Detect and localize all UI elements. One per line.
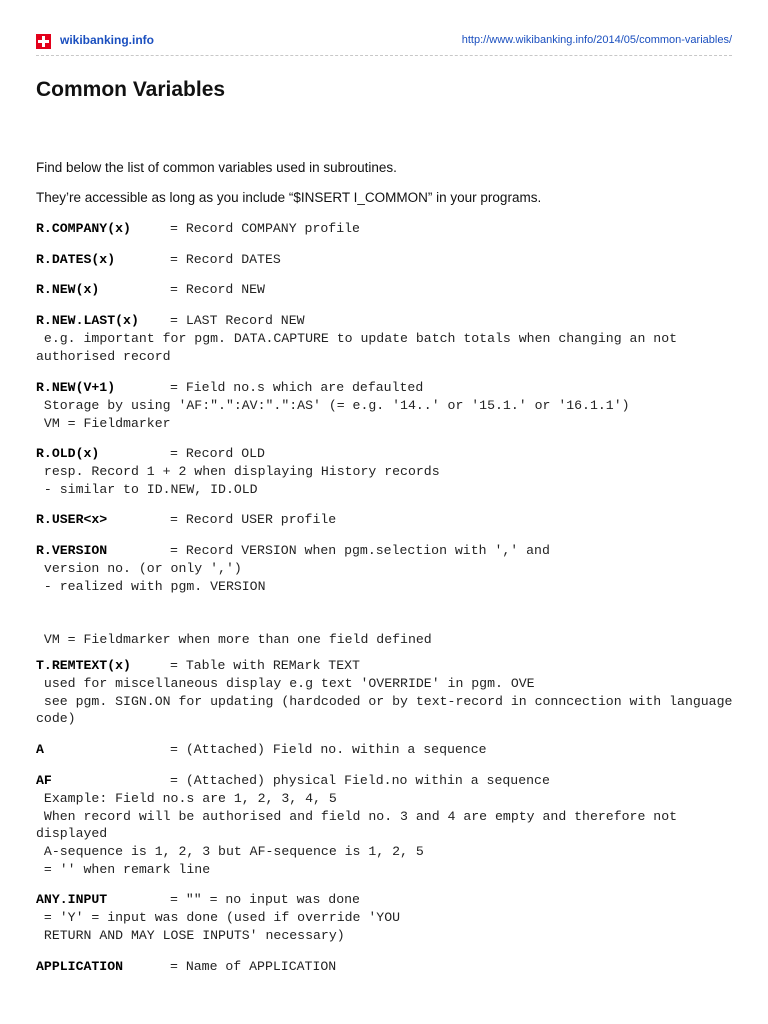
variable-name: ANY.INPUT	[36, 892, 108, 907]
variable-details: = 'Y' = input was done (used if override 'YOU RETURN AND MAY LOSE INPUTS' necessary)	[43, 909, 401, 943]
variable-entry-r-new	[36, 281, 736, 299]
variable-definition: = Record OLD	[170, 446, 265, 461]
variable-entry-r-user	[36, 511, 736, 529]
variable-details: Example: Field no.s are 1, 2, 3, 4, 5 When record will be authorised and field no. 3 and 4 are empty and therefore not displayed A-sequence is 1, 2, 3 but AF-sequence is 1, 2, 5 = '' when remark line	[36, 790, 678, 877]
variable-entry-r-dates	[36, 251, 736, 269]
variable-definition: = Table with REMark TEXT	[170, 658, 360, 673]
variable-entry-r-old	[36, 445, 736, 498]
variable-name: APPLICATION	[36, 959, 124, 974]
variable-entry-a	[36, 741, 736, 759]
header-divider	[36, 55, 732, 56]
variable-entry-application	[36, 958, 736, 976]
variable-entry-t-remtext	[36, 657, 736, 728]
swiss-flag-icon	[36, 34, 51, 49]
variable-entry-r-company	[36, 220, 736, 238]
variable-details: Storage by using 'AF:".":AV:".":AS' (= e.g. '14..' or '15.1.' or '16.1.1') VM = Fieldmarker	[43, 397, 630, 431]
variable-entry-r-new-last	[36, 312, 736, 365]
variable-definition: = Record VERSION when pgm.selection with ',' and	[170, 543, 550, 558]
variable-name: T.REMTEXT(x)	[36, 658, 131, 673]
variable-definition: = Record DATES	[170, 252, 281, 267]
variable-details: e.g. important for pgm. DATA.CAPTURE to update batch totals when changing an not authorised record	[36, 330, 685, 364]
intro-paragraph-1: Find below the list of common variables used in subroutines.	[36, 160, 397, 175]
variable-definition: = Record USER profile	[170, 512, 337, 527]
variable-entry-af	[36, 772, 736, 879]
variable-definition: = (Attached) physical Field.no within a sequence	[170, 773, 550, 788]
variable-name: AF	[36, 773, 52, 788]
variable-definition: = Record COMPANY profile	[170, 221, 360, 236]
variable-name: R.USER<x>	[36, 512, 108, 527]
variable-name: R.NEW(x)	[36, 282, 100, 297]
variable-definition: = Field no.s which are defaulted	[170, 380, 424, 395]
variable-definition: = LAST Record NEW	[170, 313, 305, 328]
variable-name: R.NEW(V+1)	[36, 380, 116, 395]
page-header	[36, 30, 732, 54]
variable-definition: = (Attached) Field no. within a sequence	[170, 742, 487, 757]
variable-name: R.COMPANY(x)	[36, 221, 131, 236]
variable-entry-r-version	[36, 542, 736, 649]
variable-name: R.NEW.LAST(x)	[36, 313, 139, 328]
variable-name: R.DATES(x)	[36, 252, 116, 267]
variable-definition: = Record NEW	[170, 282, 265, 297]
variable-entry-any-input	[36, 891, 736, 944]
variable-definition: = "" = no input was done	[170, 892, 360, 907]
page-url-link[interactable]: http://www.wikibanking.info/2014/05/common-variables/	[461, 34, 732, 46]
site-name-link[interactable]: wikibanking.info	[60, 33, 155, 47]
variable-name: A	[36, 742, 44, 757]
variable-details: version no. (or only ',') - realized with pgm. VERSION VM = Fieldmarker when more than one field defined	[43, 560, 432, 647]
variable-entry-r-new-v1	[36, 379, 736, 432]
variable-name: R.OLD(x)	[36, 446, 100, 461]
variable-definition: = Name of APPLICATION	[170, 959, 337, 974]
variable-details: resp. Record 1 + 2 when displaying History records - similar to ID.NEW, ID.OLD	[43, 463, 440, 497]
intro-paragraph-2: They’re accessible as long as you include “$INSERT I_COMMON” in your programs.	[36, 190, 542, 205]
variable-name: R.VERSION	[36, 543, 108, 558]
page-title: Common Variables	[36, 78, 226, 101]
variable-details: used for miscellaneous display e.g text 'OVERRIDE' in pgm. OVE see pgm. SIGN.ON for updating (hardcoded or by text-record in conncection with language code)	[36, 675, 733, 727]
